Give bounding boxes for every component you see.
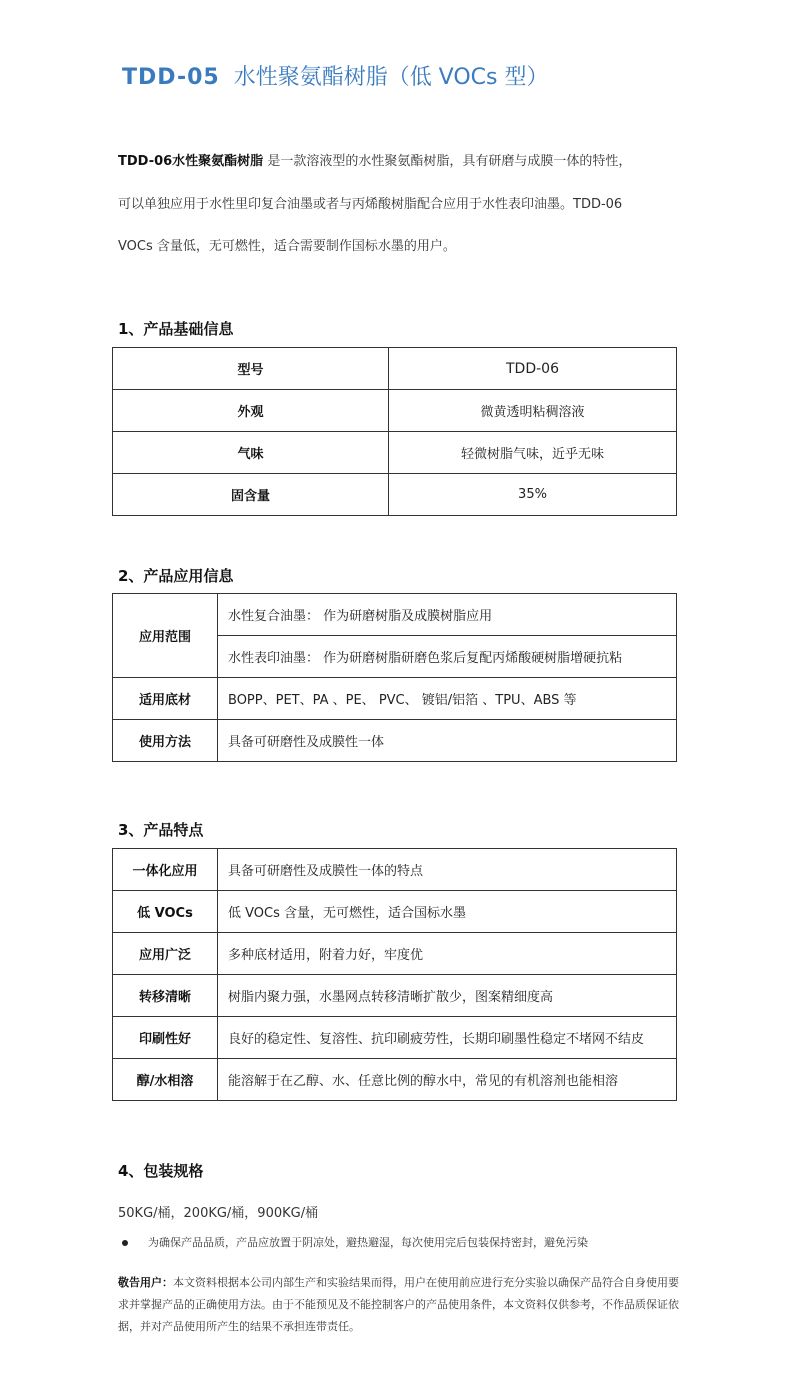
table-row — [113, 1059, 677, 1101]
table-row — [113, 348, 677, 390]
section-heading-basic-info: 1、产品基础信息 — [118, 320, 234, 338]
table-value: TDD-06 — [389, 348, 677, 390]
features-table — [112, 848, 677, 1101]
table-row — [113, 933, 677, 975]
table-key: 适用底材 — [113, 678, 218, 720]
table-value: 具备可研磨性及成膜性一体 — [218, 720, 677, 762]
page-title — [122, 60, 548, 91]
intro-line-3: VOCs 含量低，无可燃性，适合需要制作国标水墨的用户。 — [118, 239, 456, 254]
intro-line-1-text: 是一款溶液型的水性聚氨酯树脂，具有研磨与成膜一体的特性， — [263, 154, 632, 169]
section-heading-application-info: 2、产品应用信息 — [118, 567, 234, 585]
section-heading-features: 3、产品特点 — [118, 821, 204, 839]
table-key: 印刷性好 — [113, 1017, 218, 1059]
basic-info-table — [112, 347, 677, 516]
table-value: 良好的稳定性、复溶性、抗印刷疲劳性，长期印刷墨性稳定不堵网不结皮 — [218, 1017, 677, 1059]
storage-note — [122, 1234, 588, 1250]
table-value: 低 VOCs 含量，无可燃性，适合国标水墨 — [218, 891, 677, 933]
packaging-spec: 50KG/桶，200KG/桶，900KG/桶 — [118, 1206, 319, 1221]
intro-line-2: 可以单独应用于水性里印复合油墨或者与丙烯酸树脂配合应用于水性表印油墨。TDD-06 — [118, 197, 623, 212]
table-value: BOPP、PET、PA 、PE、 PVC、 镀铝/铝箔 、TPU、ABS 等 — [218, 678, 677, 720]
table-value: 水性复合油墨： 作为研磨树脂及成膜树脂应用 — [218, 594, 677, 636]
table-key: 使用方法 — [113, 720, 218, 762]
table-value: 微黄透明粘稠溶液 — [389, 390, 677, 432]
table-key: 外观 — [113, 390, 389, 432]
notice-text: 本文资料根据本公司内部生产和实验结果而得，用户在使用前应进行充分实验以确保产品符合自身使用要求并掌握产品的正确使用方法。由于不能预见及不能控制客户的产品使用条件，本文资料仅供参考，不作品质保证依据，并对产品使用所产生的结果不承担连带责任。 — [118, 1276, 679, 1333]
storage-note-text: 为确保产品品质，产品应放置于阴凉处，避热避湿，每次使用完后包装保持密封，避免污染 — [148, 1236, 588, 1249]
table-row — [113, 432, 677, 474]
table-row — [113, 849, 677, 891]
table-value: 树脂内聚力强，水墨网点转移清晰扩散少，图案精细度高 — [218, 975, 677, 1017]
table-key: 转移清晰 — [113, 975, 218, 1017]
table-value: 35% — [389, 474, 677, 516]
bullet-icon — [122, 1240, 128, 1246]
table-row — [113, 720, 677, 762]
table-key: 低 VOCs — [113, 891, 218, 933]
table-key: 一体化应用 — [113, 849, 218, 891]
table-value: 轻微树脂气味，近乎无味 — [389, 432, 677, 474]
intro-line-1 — [118, 150, 718, 169]
title-model: TDD-05 — [122, 65, 220, 90]
table-value: 能溶解于在乙醇、水、任意比例的醇水中，常见的有机溶剂也能相溶 — [218, 1059, 677, 1101]
table-key: 应用广泛 — [113, 933, 218, 975]
title-text: 水性聚氨酯树脂（低 VOCs 型） — [233, 65, 549, 90]
intro-product-name: TDD-06水性聚氨酯树脂 — [118, 154, 264, 169]
table-row — [113, 678, 677, 720]
section-heading-packaging: 4、包装规格 — [118, 1162, 204, 1180]
table-key: 应用范围 — [113, 594, 218, 678]
table-key: 气味 — [113, 432, 389, 474]
table-value: 多种底材适用，附着力好，牢度优 — [218, 933, 677, 975]
user-notice — [118, 1272, 688, 1338]
table-value: 水性表印油墨： 作为研磨树脂研磨色浆后复配丙烯酸硬树脂增硬抗粘 — [218, 636, 677, 678]
table-value: 具备可研磨性及成膜性一体的特点 — [218, 849, 677, 891]
table-row — [113, 975, 677, 1017]
notice-label: 敬告用户： — [118, 1276, 173, 1289]
table-row — [113, 474, 677, 516]
table-row — [113, 891, 677, 933]
table-key: 醇/水相溶 — [113, 1059, 218, 1101]
table-key: 固含量 — [113, 474, 389, 516]
table-row — [113, 390, 677, 432]
application-info-table — [112, 593, 677, 762]
table-row — [113, 594, 677, 636]
table-row — [113, 1017, 677, 1059]
table-key: 型号 — [113, 348, 389, 390]
